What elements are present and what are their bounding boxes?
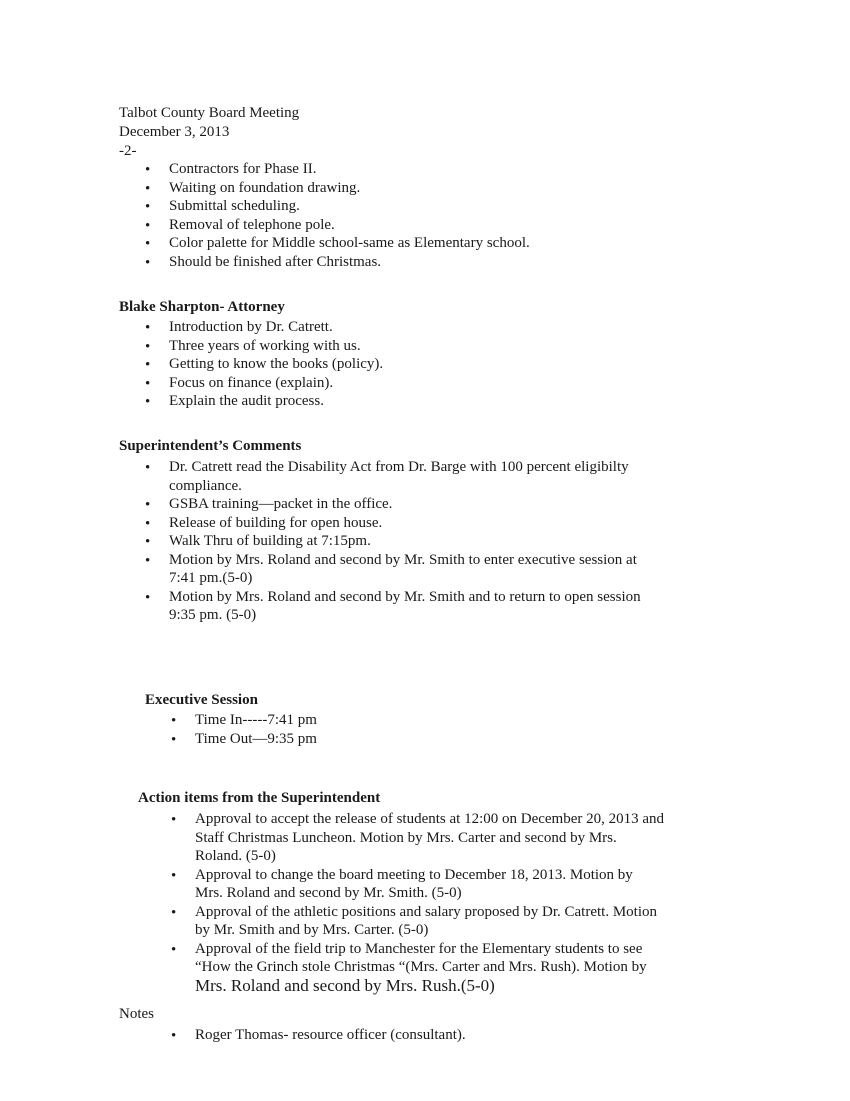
action-items-heading: Action items from the Superintendent <box>138 790 381 806</box>
list-item: • Introduction by Dr. Catrett. <box>145 318 383 337</box>
intro-bullet-list <box>145 160 530 271</box>
list-item: • Time Out—9:35 pm <box>171 730 317 749</box>
list-item: • Roger Thomas- resource officer (consultant). <box>171 1026 466 1045</box>
list-item: • GSBA training—packet in the office. <box>145 495 641 514</box>
list-item: • Submittal scheduling. <box>145 197 530 216</box>
list-item: • Time In-----7:41 pm <box>171 711 317 730</box>
list-item: • Explain the audit process. <box>145 392 383 411</box>
superintendent-comments-list <box>145 458 641 625</box>
meeting-date: December 3, 2013 <box>119 124 230 140</box>
attorney-heading: Blake Sharpton- Attorney <box>119 299 285 315</box>
superintendent-comments-heading: Superintendent’s Comments <box>119 438 302 454</box>
list-item: • Approval to change the board meeting to December 18, 2013. Motion by Mrs. Roland and second by Mr. Smith. (5-0) <box>171 866 664 903</box>
list-item: • Dr. Catrett read the Disability Act from Dr. Barge with 100 percent eligibilty compliance. <box>145 458 641 495</box>
notes-list <box>171 1026 466 1045</box>
list-item: • Motion by Mrs. Roland and second by Mr. Smith to enter executive session at 7:41 pm.(5-0) <box>145 551 641 588</box>
document-header <box>119 104 299 161</box>
list-item: • Getting to know the books (policy). <box>145 355 383 374</box>
list-item: • Waiting on foundation drawing. <box>145 179 530 198</box>
list-item: • Walk Thru of building at 7:15pm. <box>145 532 641 551</box>
list-item: • Contractors for Phase II. <box>145 160 530 179</box>
notes-heading: Notes <box>119 1006 154 1022</box>
list-item: • Three years of working with us. <box>145 337 383 356</box>
attorney-list <box>145 318 383 411</box>
list-item: • Should be finished after Christmas. <box>145 253 530 272</box>
list-item: • Approval of the field trip to Manchester for the Elementary students to see “How the Grinch stole Christmas “(Mrs. Carter and Mrs. Rush). Motion by Mrs. Roland and second by Mrs. Rush.(5-0) <box>171 940 664 996</box>
document-title: Talbot County Board Meeting <box>119 105 300 121</box>
executive-session-list <box>171 711 317 748</box>
list-item: • Motion by Mrs. Roland and second by Mr. Smith and to return to open session 9:35 pm. (5-0) <box>145 588 641 625</box>
list-item: • Focus on finance (explain). <box>145 374 383 393</box>
list-item: • Approval to accept the release of students at 12:00 on December 20, 2013 and Staff Christmas Luncheon. Motion by Mrs. Carter and second by Mrs. Roland. (5-0) <box>171 810 664 866</box>
action-items-list <box>171 810 664 995</box>
list-item: • Release of building for open house. <box>145 514 641 533</box>
executive-session-heading: Executive Session <box>145 692 258 708</box>
list-item: • Removal of telephone pole. <box>145 216 530 235</box>
list-item: • Color palette for Middle school-same as Elementary school. <box>145 234 530 253</box>
list-item: • Approval of the athletic positions and salary proposed by Dr. Catrett. Motion by Mr. Smith and by Mrs. Carter. (5-0) <box>171 903 664 940</box>
page-number: -2- <box>119 143 137 159</box>
